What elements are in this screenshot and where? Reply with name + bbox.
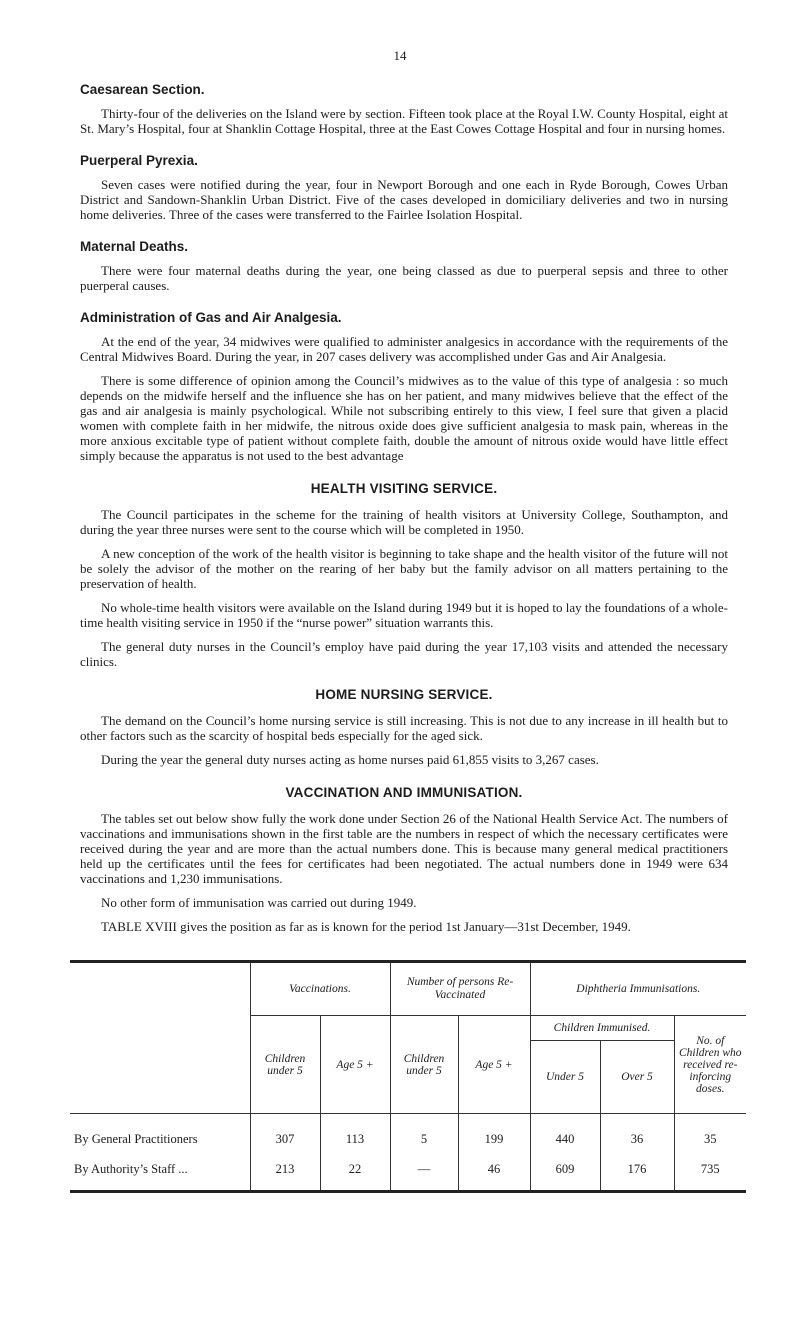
- paragraph: During the year the general duty nurses acting as home nurses paid 61,855 visits to 3,267 cases.: [101, 752, 599, 767]
- cell: 22: [320, 1154, 390, 1192]
- row-label: By Authority’s Staff ...: [70, 1154, 250, 1192]
- cell: 609: [530, 1154, 600, 1192]
- header-vaccinations: Vaccinations.: [250, 962, 390, 1016]
- section-heading: Caesarean Section.: [80, 82, 205, 97]
- section-puerperal-pyrexia: [80, 153, 728, 222]
- paragraph: The tables set out below show fully the work done under Section 26 of the National Health Service Act. The numbers of vaccinations and immunisations shown in the first table are the numbers in respect of which the necessary certificates were received during the year and are more than the actual numbers done. This is because many general medical practitioners held up the certificates until the fees for certificates had been negotiated. The actual numbers done in 1949 were 634 vaccinations and 1,230 immunisations.: [80, 811, 728, 886]
- col-vacc-under5: Children under 5: [250, 1016, 320, 1114]
- section-caesarean: [80, 82, 728, 136]
- section-gas-air-analgesia: [80, 310, 728, 463]
- page-number: 14: [393, 48, 407, 63]
- section-health-visiting: [80, 481, 728, 669]
- paragraph: A new conception of the work of the health visitor is beginning to take shape and the health visitor of the future will not be solely the advisor of the mother on the rearing of her baby but the family advisor on all matters pertaining to the preservation of health.: [80, 546, 728, 591]
- cell: 46: [458, 1154, 530, 1192]
- paragraph: No other form of immunisation was carried out during 1949.: [101, 895, 417, 910]
- paragraph: There were four maternal deaths during the year, one being classed as due to puerperal sepsis and three to other puerperal causes.: [80, 263, 728, 293]
- paragraph: Thirty-four of the deliveries on the Island were by section. Fifteen took place at the Royal I.W. County Hospital, eight at St. Mary’s Hospital, four at Shanklin Cottage Hospital, three at the East Cowes Cottage Hospital and four in nursing homes.: [80, 106, 728, 136]
- vaccination-table: [70, 960, 746, 1193]
- header-diphtheria: Diphtheria Immunisations.: [530, 962, 746, 1016]
- col-revacc-under5: Children under 5: [390, 1016, 458, 1114]
- paragraph: The Council participates in the scheme for the training of health visitors at University College, Southampton, and during the year three nurses were sent to the course which will be completed in 1950.: [80, 507, 728, 537]
- paragraph: Seven cases were notified during the year, four in Newport Borough and one each in Ryde Borough, Cowes Urban District and Sandown-Shanklin Urban District. Five of the cases developed in domiciliary deliveries and two in nursing home deliveries. Three of the cases were transferred to the Fairlee Isolation Hospital.: [80, 177, 728, 222]
- cell: 113: [320, 1114, 390, 1155]
- section-heading: Maternal Deaths.: [80, 239, 189, 254]
- col-vacc-age5: Age 5 +: [320, 1016, 390, 1114]
- header-revaccinated: Number of persons Re-Vaccinated: [390, 962, 530, 1016]
- section-heading: HOME NURSING SERVICE.: [315, 687, 493, 702]
- cell: 36: [600, 1114, 674, 1155]
- cell: 735: [674, 1154, 746, 1192]
- cell: 199: [458, 1114, 530, 1155]
- col-imm-under5: Under 5: [530, 1041, 600, 1114]
- text-body: [80, 82, 728, 943]
- col-reinforcing: No. of Children who received re-inforcing doses.: [674, 1016, 746, 1114]
- table-row: [70, 1114, 746, 1155]
- section-heading: Administration of Gas and Air Analgesia.: [80, 310, 342, 325]
- cell: 176: [600, 1154, 674, 1192]
- section-heading: VACCINATION AND IMMUNISATION.: [285, 785, 523, 800]
- col-revacc-age5: Age 5 +: [458, 1016, 530, 1114]
- cell: 440: [530, 1114, 600, 1155]
- section-heading: Puerperal Pyrexia.: [80, 153, 198, 168]
- section-vaccination: [80, 785, 728, 934]
- paragraph: The demand on the Council’s home nursing service is still increasing. This is not due to any increase in ill health but to other factors such as the scarcity of hospital beds especially for the aged sick.: [80, 713, 728, 743]
- col-imm-over5: Over 5: [600, 1041, 674, 1114]
- paragraph: At the end of the year, 34 midwives were qualified to administer analgesics in accordance with the requirements of the Central Midwives Board. During the year, in 207 cases delivery was accomplished under Gas and Air Analgesia.: [80, 334, 728, 364]
- cell: 35: [674, 1114, 746, 1155]
- paragraph: There is some difference of opinion among the Council’s midwives as to the value of this type of analgesia : so much depends on the midwife herself and the influence she has on her patient, and many midwives believe that the effect of the gas and air analgesia is mainly psychological. While not subscribing entirely to this view, I feel sure that given a placid women with complete faith in her midwife, the nitrous oxide does give sufficient analgesia to mask pain, whereas in the more anxious excitable type of patient without complete faith, double the amount of nitrous oxide would have little effect simply because the apparatus is not used to the best advantage: [80, 373, 728, 463]
- cell: 307: [250, 1114, 320, 1155]
- cell: —: [390, 1154, 458, 1192]
- section-maternal-deaths: [80, 239, 728, 293]
- section-heading: HEALTH VISITING SERVICE.: [310, 481, 498, 496]
- paragraph: No whole-time health visitors were available on the Island during 1949 but it is hoped to lay the foundations of a whole-time health visiting service in 1950 if the “nurse power” situation warrants this.: [80, 600, 728, 630]
- table-corner: [70, 962, 250, 1114]
- paragraph: TABLE XVIII gives the position as far as is known for the period 1st January—31st December, 1949.: [101, 919, 631, 934]
- table-row: [70, 1154, 746, 1192]
- row-label: By General Practitioners: [74, 1131, 198, 1146]
- paragraph: The general duty nurses in the Council’s employ have paid during the year 17,103 visits and attended the necessary clinics.: [80, 639, 728, 669]
- section-home-nursing: [80, 687, 728, 767]
- cell: 213: [250, 1154, 320, 1192]
- table-xviii: [70, 960, 746, 1193]
- cell: 5: [390, 1114, 458, 1155]
- header-children-immunised: Children Immunised.: [530, 1016, 674, 1041]
